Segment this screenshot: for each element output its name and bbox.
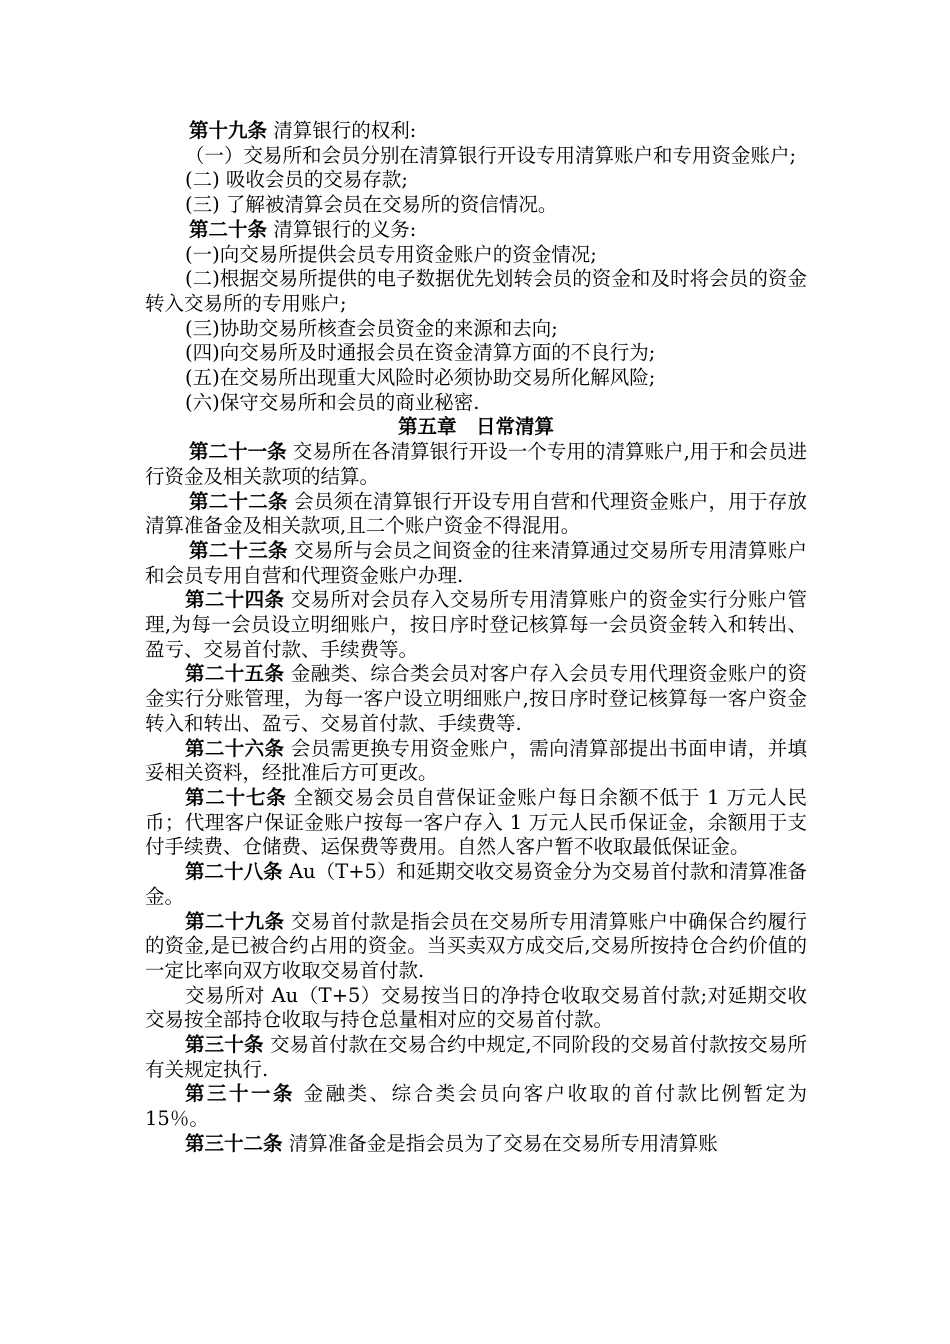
paragraph-text: 交易所对会员存入交易所专用清算账户的资金实行分账户管理,为每一会员设立明细账户，按日序时登记核算每一会员资金转入和转出、盈亏、交易首付款、手续费等。 — [145, 588, 807, 661]
paragraph-text: 交易首付款在交易合约中规定,不同阶段的交易首付款按交易所有关规定执行. — [145, 1033, 807, 1081]
article-paragraph — [145, 910, 807, 984]
paragraph-text: 金融类、综合类会员向客户收取的首付款比例暂定为 15％。 — [145, 1082, 807, 1131]
document-body — [145, 119, 807, 1157]
article-paragraph — [145, 490, 807, 539]
item-paragraph — [145, 341, 807, 366]
paragraph-text: Au（T+5）和延期交收交易资金分为交易首付款和清算准备金。 — [145, 860, 807, 908]
article-label: 第三十二条 — [185, 1131, 283, 1155]
item-paragraph — [145, 144, 807, 169]
article-paragraph — [145, 737, 807, 786]
paragraph-text: 会员须在清算银行开设专用自营和代理资金账户，用于存放清算准备金及相关款项,且二个账户资金不得混用。 — [145, 489, 807, 538]
article-paragraph — [145, 1082, 807, 1131]
article-paragraph — [145, 860, 807, 909]
paragraph-text: 清算银行的权利: — [267, 119, 417, 142]
item-paragraph — [145, 984, 807, 1033]
item-paragraph — [145, 267, 807, 316]
article-label: 第三十条 — [185, 1033, 264, 1057]
item-paragraph — [145, 391, 807, 416]
article-label: 第二十八条 — [185, 860, 283, 884]
article-label: 第二十二条 — [189, 489, 288, 513]
article-label: 第二十三条 — [189, 538, 288, 562]
paragraph-text: 会员需更换专用资金账户，需向清算部提出书面申请，并填妥相关资料，经批准后方可更改。 — [145, 736, 807, 785]
article-label: 第三十一条 — [185, 1082, 295, 1106]
item-paragraph — [145, 243, 807, 268]
article-label: 第二十四条 — [185, 588, 285, 612]
paragraph-text: 清算准备金是指会员为了交易在交易所专用清算账 — [282, 1131, 718, 1155]
article-label: 第二十五条 — [185, 662, 285, 686]
article-label: 第二十七条 — [185, 785, 287, 809]
paragraph-text: 交易首付款是指会员在交易所专用清算账户中确保合约履行的资金,是已被合约占用的资金。当买卖双方成交后,交易所按持仓合约价值的一定比率向双方收取交易首付款. — [145, 909, 807, 982]
article-label: 第二十一条 — [189, 440, 287, 464]
paragraph-text: (五)在交易所出现重大风险时必须协助交易所化解风险; — [185, 366, 656, 390]
item-paragraph — [145, 366, 807, 391]
article-paragraph — [145, 1033, 807, 1082]
chapter-heading: 第五章 日常清算 — [397, 415, 554, 439]
paragraph-text: (二) 吸收会员的交易存款; — [185, 168, 408, 192]
article-paragraph — [145, 119, 807, 144]
paragraph-text: 金融类、综合类会员对客户存入会员专用代理资金账户的资金实行分账管理，为每一客户设立明细账户,按日序时登记核算每一客户资金转入和转出、盈亏、交易首付款、手续费等. — [145, 662, 807, 735]
article-label: 第二十条 — [189, 217, 268, 241]
paragraph-text: 全额交易会员自营保证金账户每日余额不低于 1 万元人民币；代理客户保证金账户按每一客户存入 1 万元人民币保证金，余额用于支付手续费、仓储费、运保费等费用。自然人客户暂不收取最低保证金。 — [145, 785, 807, 859]
article-paragraph — [145, 662, 807, 736]
article-paragraph — [145, 786, 807, 860]
article-paragraph — [145, 588, 807, 662]
paragraph-text: 交易所在各清算银行开设一个专用的清算账户,用于和会员进行资金及相关款项的结算。 — [145, 440, 807, 488]
paragraph-text: 交易所与会员之间资金的往来清算通过交易所专用清算账户和会员专用自营和代理资金账户办理. — [145, 538, 807, 587]
paragraph-text: (三) 了解被清算会员在交易所的资信情况。 — [185, 193, 558, 217]
paragraph-text: (六)保守交易所和会员的商业秘密. — [185, 390, 480, 414]
paragraph-text: 交易所对 Au（T+5）交易按当日的净持仓收取交易首付款;对延期交收交易按全部持仓收取与持仓总量相对应的交易首付款。 — [145, 983, 807, 1032]
article-label: 第二十九条 — [185, 909, 285, 933]
article-paragraph — [145, 539, 807, 588]
article-paragraph — [145, 1132, 807, 1157]
item-paragraph — [145, 168, 807, 193]
paragraph-text: （一）交易所和会员分别在清算银行开设专用清算账户和专用资金账户; — [185, 143, 797, 167]
paragraph-text: (三)协助交易所核查会员资金的来源和去向; — [185, 316, 558, 340]
article-label: 第十九条 — [189, 119, 268, 142]
paragraph-text: (四)向交易所及时通报会员在资金清算方面的不良行为; — [185, 341, 656, 365]
article-label: 第二十六条 — [185, 736, 285, 760]
paragraph-text: 清算银行的义务: — [267, 217, 417, 241]
article-paragraph — [145, 440, 807, 489]
paragraph-text: (二)根据交易所提供的电子数据优先划转会员的资金和及时将会员的资金转入交易所的专用账户; — [145, 267, 807, 315]
paragraph-text: (一)向交易所提供会员专用资金账户的资金情况; — [185, 242, 597, 266]
item-paragraph — [145, 317, 807, 342]
item-paragraph — [145, 193, 807, 218]
article-paragraph — [145, 218, 807, 243]
